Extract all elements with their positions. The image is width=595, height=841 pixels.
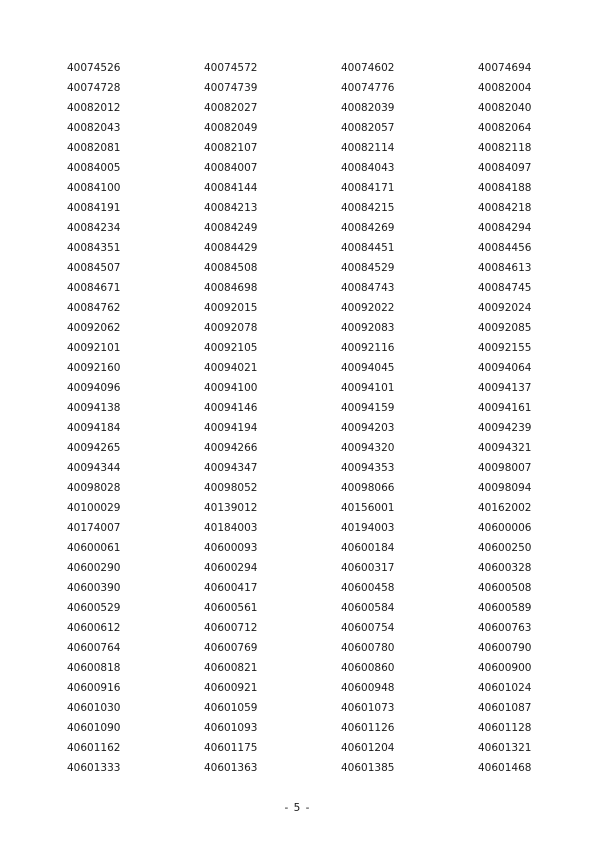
number-table	[67, 58, 537, 778]
table-cell: 40082004	[478, 82, 532, 94]
table-cell: 40094096	[67, 382, 121, 394]
table-row	[67, 438, 537, 458]
table-cell: 40084743	[341, 282, 395, 294]
table-cell: 40600900	[478, 662, 532, 674]
table-cell: 40094161	[478, 402, 532, 414]
table-cell: 40094265	[67, 442, 121, 454]
table-cell: 40601204	[341, 742, 395, 754]
table-cell: 40601333	[67, 762, 121, 774]
table-row	[67, 298, 537, 318]
table-cell: 40601093	[204, 722, 258, 734]
table-cell: 40084613	[478, 262, 532, 274]
table-row	[67, 558, 537, 578]
table-cell: 40600294	[204, 562, 258, 574]
table-row	[67, 678, 537, 698]
table-cell: 40094239	[478, 422, 532, 434]
table-cell: 40098007	[478, 462, 532, 474]
table-cell: 40600006	[478, 522, 532, 534]
table-cell: 40094344	[67, 462, 121, 474]
table-cell: 40082107	[204, 142, 258, 154]
table-cell: 40174007	[67, 522, 121, 534]
table-cell: 40084171	[341, 182, 395, 194]
table-cell: 40092022	[341, 302, 395, 314]
table-row	[67, 658, 537, 678]
table-cell: 40601175	[204, 742, 258, 754]
table-cell: 40074728	[67, 82, 121, 94]
table-cell: 40601385	[341, 762, 395, 774]
table-cell: 40082081	[67, 142, 121, 154]
table-row	[67, 618, 537, 638]
table-cell: 40600948	[341, 682, 395, 694]
number-table-body	[67, 58, 537, 778]
table-cell: 40084351	[67, 242, 121, 254]
table-cell: 40600769	[204, 642, 258, 654]
table-cell: 40074602	[341, 62, 395, 74]
table-row	[67, 698, 537, 718]
table-cell: 40184003	[204, 522, 258, 534]
table-row	[67, 238, 537, 258]
table-row	[67, 218, 537, 238]
table-cell: 40092015	[204, 302, 258, 314]
table-cell: 40084507	[67, 262, 121, 274]
table-cell: 40092105	[204, 342, 258, 354]
table-cell: 40084215	[341, 202, 395, 214]
table-row	[67, 278, 537, 298]
table-cell: 40074739	[204, 82, 258, 94]
table-cell: 40098066	[341, 482, 395, 494]
table-cell: 40601321	[478, 742, 532, 754]
table-cell: 40094045	[341, 362, 395, 374]
table-cell: 40092160	[67, 362, 121, 374]
table-cell: 40074694	[478, 62, 532, 74]
table-cell: 40600754	[341, 622, 395, 634]
table-cell: 40100029	[67, 502, 121, 514]
table-cell: 40082118	[478, 142, 532, 154]
table-row	[67, 318, 537, 338]
table-cell: 40092116	[341, 342, 395, 354]
table-cell: 40600589	[478, 602, 532, 614]
table-cell: 40092062	[67, 322, 121, 334]
table-cell: 40094021	[204, 362, 258, 374]
table-cell: 40094184	[67, 422, 121, 434]
table-cell: 40074526	[67, 62, 121, 74]
table-cell: 40600921	[204, 682, 258, 694]
table-row	[67, 98, 537, 118]
table-row	[67, 358, 537, 378]
table-cell: 40094101	[341, 382, 395, 394]
table-row	[67, 598, 537, 618]
table-cell: 40094321	[478, 442, 532, 454]
table-cell: 40600290	[67, 562, 121, 574]
table-row	[67, 338, 537, 358]
table-cell: 40092101	[67, 342, 121, 354]
table-cell: 40094353	[341, 462, 395, 474]
table-cell: 40600061	[67, 542, 121, 554]
table-cell: 40084294	[478, 222, 532, 234]
table-cell: 40098028	[67, 482, 121, 494]
table-row	[67, 638, 537, 658]
table-cell: 40084005	[67, 162, 121, 174]
table-cell: 40094159	[341, 402, 395, 414]
table-cell: 40600317	[341, 562, 395, 574]
table-cell: 40162002	[478, 502, 532, 514]
table-cell: 40084007	[204, 162, 258, 174]
table-cell: 40082012	[67, 102, 121, 114]
table-cell: 40601363	[204, 762, 258, 774]
table-cell: 40084191	[67, 202, 121, 214]
table-cell: 40098052	[204, 482, 258, 494]
table-cell: 40601024	[478, 682, 532, 694]
table-cell: 40084762	[67, 302, 121, 314]
table-cell: 40600712	[204, 622, 258, 634]
table-row	[67, 258, 537, 278]
table-cell: 40600328	[478, 562, 532, 574]
table-cell: 40092024	[478, 302, 532, 314]
table-cell: 40084043	[341, 162, 395, 174]
table-cell: 40600916	[67, 682, 121, 694]
table-cell: 40600612	[67, 622, 121, 634]
table-cell: 40094146	[204, 402, 258, 414]
table-cell: 40600184	[341, 542, 395, 554]
table-cell: 40084508	[204, 262, 258, 274]
table-cell: 40092083	[341, 322, 395, 334]
table-cell: 40092078	[204, 322, 258, 334]
table-cell: 40600561	[204, 602, 258, 614]
table-cell: 40194003	[341, 522, 395, 534]
table-cell: 40082114	[341, 142, 395, 154]
table-cell: 40082039	[341, 102, 395, 114]
table-row	[67, 718, 537, 738]
table-cell: 40084745	[478, 282, 532, 294]
table-cell: 40084100	[67, 182, 121, 194]
table-cell: 40094347	[204, 462, 258, 474]
table-cell: 40084213	[204, 202, 258, 214]
page-number: - 5 -	[284, 802, 311, 814]
table-row	[67, 758, 537, 778]
table-row	[67, 578, 537, 598]
table-cell: 40084234	[67, 222, 121, 234]
table-cell: 40600250	[478, 542, 532, 554]
table-cell: 40098094	[478, 482, 532, 494]
table-cell: 40600780	[341, 642, 395, 654]
table-cell: 40600584	[341, 602, 395, 614]
table-row	[67, 738, 537, 758]
table-cell: 40082057	[341, 122, 395, 134]
table-row	[67, 518, 537, 538]
table-cell: 40084529	[341, 262, 395, 274]
table-cell: 40082027	[204, 102, 258, 114]
table-row	[67, 378, 537, 398]
table-cell: 40094194	[204, 422, 258, 434]
table-row	[67, 178, 537, 198]
table-cell: 40600390	[67, 582, 121, 594]
table-row	[67, 118, 537, 138]
table-cell: 40139012	[204, 502, 258, 514]
table-cell: 40156001	[341, 502, 395, 514]
table-cell: 40084451	[341, 242, 395, 254]
table-cell: 40600458	[341, 582, 395, 594]
table-cell: 40600508	[478, 582, 532, 594]
table-row	[67, 58, 537, 78]
table-cell: 40601128	[478, 722, 532, 734]
table-cell: 40084269	[341, 222, 395, 234]
table-cell: 40600763	[478, 622, 532, 634]
table-cell: 40601468	[478, 762, 532, 774]
table-cell: 40074572	[204, 62, 258, 74]
table-row	[67, 418, 537, 438]
table-cell: 40094203	[341, 422, 395, 434]
table-row	[67, 478, 537, 498]
table-cell: 40084144	[204, 182, 258, 194]
table-cell: 40092085	[478, 322, 532, 334]
table-cell: 40082064	[478, 122, 532, 134]
table-row	[67, 198, 537, 218]
table-cell: 40600790	[478, 642, 532, 654]
table-cell: 40601073	[341, 702, 395, 714]
table-cell: 40092155	[478, 342, 532, 354]
table-cell: 40082049	[204, 122, 258, 134]
table-cell: 40084249	[204, 222, 258, 234]
table-cell: 40600764	[67, 642, 121, 654]
table-cell: 40601030	[67, 702, 121, 714]
table-cell: 40094137	[478, 382, 532, 394]
table-cell: 40600860	[341, 662, 395, 674]
table-cell: 40094266	[204, 442, 258, 454]
table-cell: 40094100	[204, 382, 258, 394]
table-row	[67, 138, 537, 158]
table-cell: 40601090	[67, 722, 121, 734]
table-cell: 40601059	[204, 702, 258, 714]
table-cell: 40084671	[67, 282, 121, 294]
table-cell: 40600529	[67, 602, 121, 614]
table-cell: 40082040	[478, 102, 532, 114]
table-row	[67, 158, 537, 178]
table-cell: 40074776	[341, 82, 395, 94]
table-cell: 40094320	[341, 442, 395, 454]
table-row	[67, 538, 537, 558]
table-row	[67, 398, 537, 418]
table-row	[67, 498, 537, 518]
table-cell: 40084097	[478, 162, 532, 174]
table-cell: 40600417	[204, 582, 258, 594]
table-cell: 40084456	[478, 242, 532, 254]
table-cell: 40094064	[478, 362, 532, 374]
table-cell: 40084188	[478, 182, 532, 194]
table-cell: 40084698	[204, 282, 258, 294]
table-cell: 40094138	[67, 402, 121, 414]
table-cell: 40601087	[478, 702, 532, 714]
table-cell: 40600818	[67, 662, 121, 674]
table-cell: 40600093	[204, 542, 258, 554]
table-cell: 40084218	[478, 202, 532, 214]
table-cell: 40084429	[204, 242, 258, 254]
table-cell: 40601162	[67, 742, 121, 754]
table-cell: 40600821	[204, 662, 258, 674]
table-row	[67, 78, 537, 98]
table-cell: 40082043	[67, 122, 121, 134]
table-cell: 40601126	[341, 722, 395, 734]
table-row	[67, 458, 537, 478]
